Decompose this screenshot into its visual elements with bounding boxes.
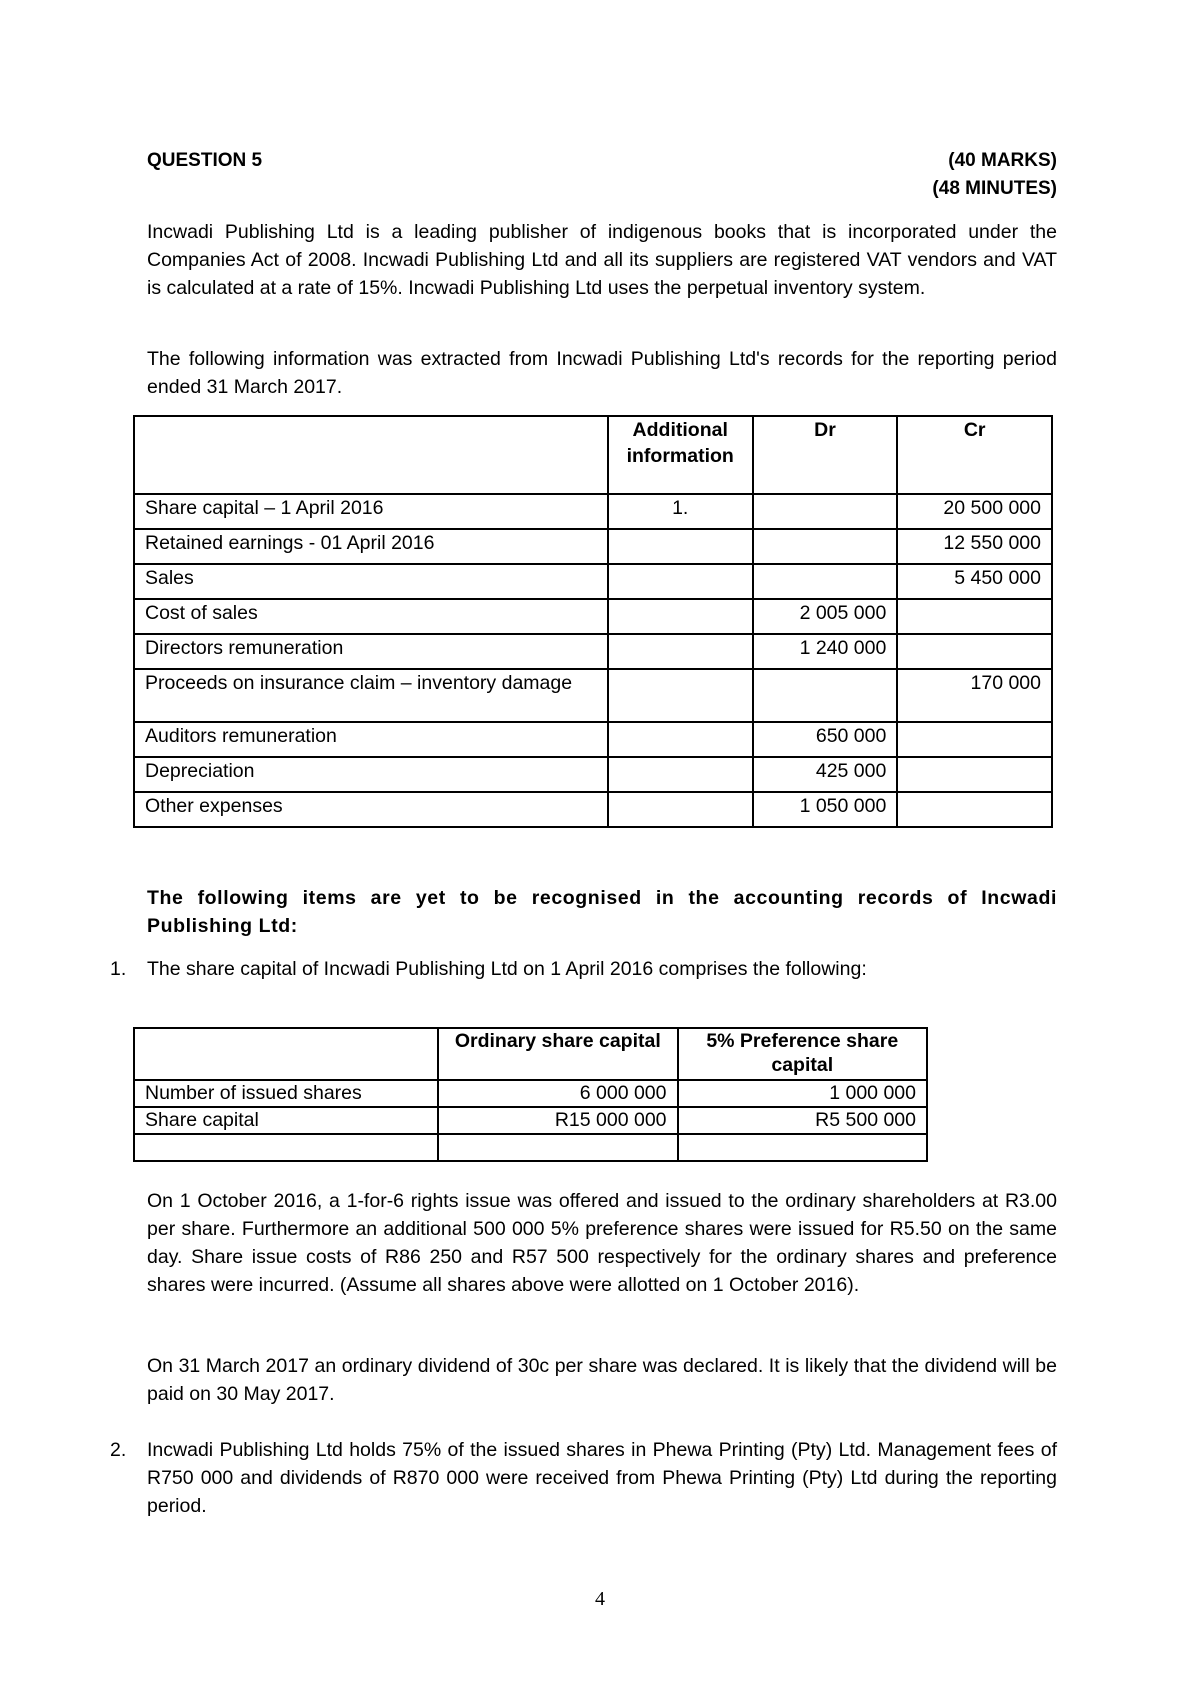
list-number-1: 1. xyxy=(110,958,127,980)
table-row xyxy=(134,669,1052,722)
row-dr: 1 050 000 xyxy=(753,792,898,827)
row-cr xyxy=(897,634,1052,669)
table-row xyxy=(134,634,1052,669)
row-item: Retained earnings - 01 April 2016 xyxy=(134,529,608,564)
row-dr: 650 000 xyxy=(753,722,898,757)
question-title: QUESTION 5 xyxy=(147,150,263,171)
intro-paragraph-2: The following information was extracted from Incwadi Publishing Ltd's records for the reporting period ended 31 March 2017. xyxy=(147,348,1057,398)
share-row-ordinary xyxy=(438,1134,677,1161)
table-row xyxy=(134,722,1052,757)
row-dr: 1 240 000 xyxy=(753,634,898,669)
share-row-label: Number of issued shares xyxy=(134,1080,438,1107)
row-info xyxy=(608,722,753,757)
intro-paragraph-1: Incwadi Publishing Ltd is a leading publisher of indigenous books that is incorporated under the Companies Act of 2008. Incwadi Publishing Ltd and all its suppliers are registered VAT vendors and VAT is calculated at a rate of 15%. Incwadi Publishing Ltd uses the perpetual inventory system. xyxy=(147,221,1057,299)
row-info: 1. xyxy=(608,494,753,529)
row-info xyxy=(608,757,753,792)
row-item: Cost of sales xyxy=(134,599,608,634)
row-cr xyxy=(897,599,1052,634)
row-info xyxy=(608,792,753,827)
row-info xyxy=(608,634,753,669)
row-item: Share capital – 1 April 2016 xyxy=(134,494,608,529)
table-row xyxy=(134,792,1052,827)
share-row-label xyxy=(134,1134,438,1161)
share-row-label: Share capital xyxy=(134,1107,438,1134)
row-info xyxy=(608,564,753,599)
item1-paragraph-2: On 1 October 2016, a 1-for-6 rights issue was offered and issued to the ordinary shareholders at R3.00 per share. Furthermore an additional 500 000 5% preference shares were issued for R5.50 on the same day. Share issue costs of R86 250 and R57 500 respectively for the ordinary shares and preference shares were incurred. (Assume all shares above were allotted on 1 October 2016). xyxy=(147,1190,1057,1296)
share-row-preference xyxy=(678,1134,927,1161)
table-row xyxy=(134,757,1052,792)
trial-balance-table xyxy=(133,415,1053,828)
share-header-label xyxy=(134,1028,438,1080)
row-dr xyxy=(753,494,898,529)
row-dr xyxy=(753,564,898,599)
row-item: Proceeds on insurance claim – inventory damage xyxy=(134,669,608,722)
header-cell-item xyxy=(134,416,608,494)
row-info xyxy=(608,599,753,634)
list-number-2: 2. xyxy=(110,1439,127,1461)
question-marks xyxy=(932,147,1057,203)
row-cr xyxy=(897,722,1052,757)
header-cell-dr: Dr xyxy=(753,416,898,494)
share-row-preference: R5 500 000 xyxy=(678,1107,927,1134)
header-cell-cr: Cr xyxy=(897,416,1052,494)
header-cell-info: Additional information xyxy=(608,416,753,494)
row-dr xyxy=(753,529,898,564)
table-row xyxy=(134,529,1052,564)
share-row-ordinary: 6 000 000 xyxy=(438,1080,677,1107)
table-row xyxy=(134,564,1052,599)
table-row xyxy=(134,494,1052,529)
item1-text: The share capital of Incwadi Publishing Ltd on 1 April 2016 comprises the following: xyxy=(147,958,867,980)
row-cr: 170 000 xyxy=(897,669,1052,722)
share-row-ordinary: R15 000 000 xyxy=(438,1107,677,1134)
row-cr xyxy=(897,792,1052,827)
row-item: Other expenses xyxy=(134,792,608,827)
row-info xyxy=(608,529,753,564)
row-item: Depreciation xyxy=(134,757,608,792)
row-dr: 2 005 000 xyxy=(753,599,898,634)
row-item: Auditors remuneration xyxy=(134,722,608,757)
row-dr xyxy=(753,669,898,722)
table-header-row xyxy=(134,416,1052,494)
item2-text: Incwadi Publishing Ltd holds 75% of the issued shares in Phewa Printing (Pty) Ltd. Management fees of R750 000 and dividends of R870 000 were received from Phewa Printing (Pty) Ltd during the reporting period. xyxy=(147,1439,1057,1517)
row-item: Sales xyxy=(134,564,608,599)
row-dr: 425 000 xyxy=(753,757,898,792)
table-row xyxy=(134,1107,927,1134)
share-header-ordinary: Ordinary share capital xyxy=(438,1028,677,1080)
row-cr xyxy=(897,757,1052,792)
table-row xyxy=(134,1134,927,1161)
page-number: 4 xyxy=(595,1588,605,1610)
row-cr: 12 550 000 xyxy=(897,529,1052,564)
table-row xyxy=(134,599,1052,634)
row-cr: 5 450 000 xyxy=(897,564,1052,599)
row-item: Directors remuneration xyxy=(134,634,608,669)
share-capital-table xyxy=(133,1027,928,1162)
pending-items-heading: The following items are yet to be recognised in the accounting records of Incwadi Publishing Ltd: xyxy=(147,887,1057,937)
table-row xyxy=(134,1080,927,1107)
share-table-header-row xyxy=(134,1028,927,1080)
share-row-preference: 1 000 000 xyxy=(678,1080,927,1107)
marks-label: (40 MARKS) xyxy=(948,150,1057,171)
row-info xyxy=(608,669,753,722)
row-cr: 20 500 000 xyxy=(897,494,1052,529)
share-header-preference: 5% Preference share capital xyxy=(678,1028,927,1080)
minutes-label: (48 MINUTES) xyxy=(932,178,1057,199)
item1-paragraph-3: On 31 March 2017 an ordinary dividend of 30c per share was declared. It is likely that the dividend will be paid on 30 May 2017. xyxy=(147,1355,1057,1405)
